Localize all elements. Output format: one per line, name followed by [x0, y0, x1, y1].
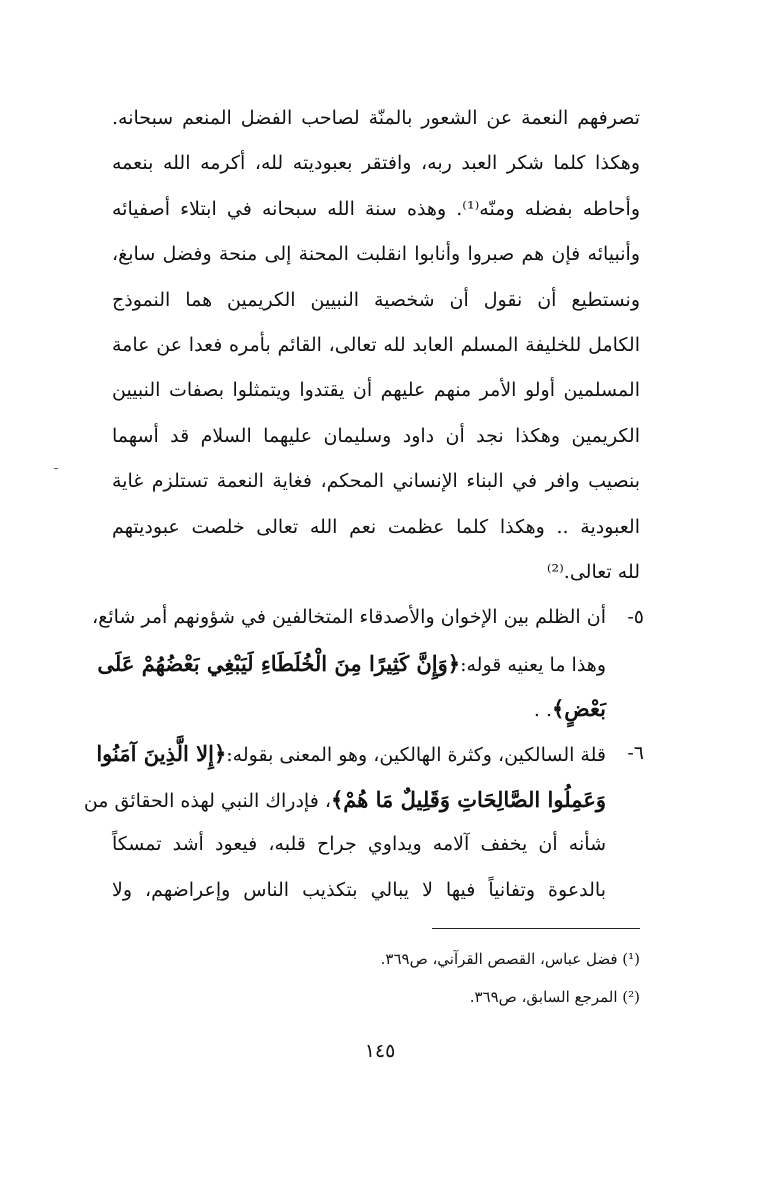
quran-verse: ﴿إِلا الَّذِينَ آمَنُوا — [96, 741, 227, 767]
scan-mark — [54, 468, 58, 469]
text-line: الكامل للخليفة المسلم العابد لله تعالى، القائم بأمره فعدا عن عامة — [112, 333, 640, 356]
footnotes — [300, 940, 640, 1016]
footnote-1: (¹) فضل عباس، القصص القرآني، ص٣٦٩. — [380, 950, 640, 968]
item-number: ٦- — [627, 742, 644, 765]
text-line: بنصيب وافر في البناء الإنساني المحكم، فغاية النعمة تستلزم غاية — [112, 470, 640, 493]
text-line: ونستطيع أن نقول أن شخصية النبيين الكريمين هما النموذج — [112, 288, 640, 311]
text-line: أن الظلم بين الإخوان والأصدقاء المتخالفين في شؤونهم أمر شائع، — [92, 606, 606, 629]
text-run: ، فإدراك النبي لهذه الحقائق من — [83, 789, 331, 812]
text-run: قلة السالكين، وكثرة الهالكين، وهو المعنى بقوله: — [226, 744, 606, 767]
footnote-separator — [432, 928, 640, 929]
page-number: ١٤٥ — [364, 1040, 396, 1062]
text-line: وأنبيائه فإن هم صبروا وأنابوا انقلبت المحنة إلى منحة وفضل سابغ، — [112, 243, 640, 266]
item-number: ٥- — [627, 606, 644, 629]
text-line: لله تعالى.⁽²⁾ — [546, 560, 640, 583]
text-line — [97, 641, 640, 686]
text-line: الكريمين وهكذا نجد أن داود وسليمان عليهما السلام قد أسهما — [112, 424, 640, 447]
list-item-5 — [92, 595, 644, 731]
quran-verse: بَعْضٍ﴾ — [551, 696, 606, 722]
text-line: وهكذا كلما شكر العبد ربه، وافتقر بعبوديته لله، أكرمه الله بنعمه — [112, 152, 640, 175]
text-run: . . — [533, 699, 552, 722]
quran-verse: وَعَمِلُوا الصَّالِحَاتِ وَقَلِيلٌ مَا هُمْ﴾ — [330, 786, 606, 812]
list-item-6 — [83, 731, 644, 913]
text-line: بالدعوة وتفانياً فيها لا يبالي بتكذيب الناس وإعراضهم، ولا — [112, 878, 606, 901]
text-line: المسلمين أولو الأمر منهم عليهم أن يقتدوا ويتمثلوا بصفات النبيين — [112, 379, 640, 402]
footnote-2: (²) المرجع السابق، ص٣٦٩. — [469, 988, 640, 1006]
text-line: تصرفهم النعمة عن الشعور بالمنّة لصاحب الفضل المنعم سبحانه. — [112, 107, 640, 129]
text-line — [112, 686, 640, 731]
main-text — [83, 96, 644, 913]
paragraph-continuation — [112, 96, 640, 595]
quran-verse: ﴿وَإِنَّ كَثِيرًا مِنَ الْخُلَطَاءِ لَيَبْغِي بَعْضُهُمْ عَلَى — [97, 650, 461, 676]
text-line: وأحاطه بفضله ومنّه⁽¹⁾. وهذه سنة الله سبحانه في ابتلاء أصفيائه — [112, 197, 641, 220]
text-line: شأنه أن يخفف آلامه ويداوي جراح قلبه، فيعود أشد تمسكاً — [112, 833, 606, 856]
text-line — [83, 777, 640, 822]
text-line: العبودية .. وهكذا كلما عظمت نعم الله تعالى خلصت عبوديتهم — [112, 515, 640, 538]
text-line — [96, 731, 640, 776]
text-run: وهذا ما يعنيه قوله: — [460, 653, 606, 676]
